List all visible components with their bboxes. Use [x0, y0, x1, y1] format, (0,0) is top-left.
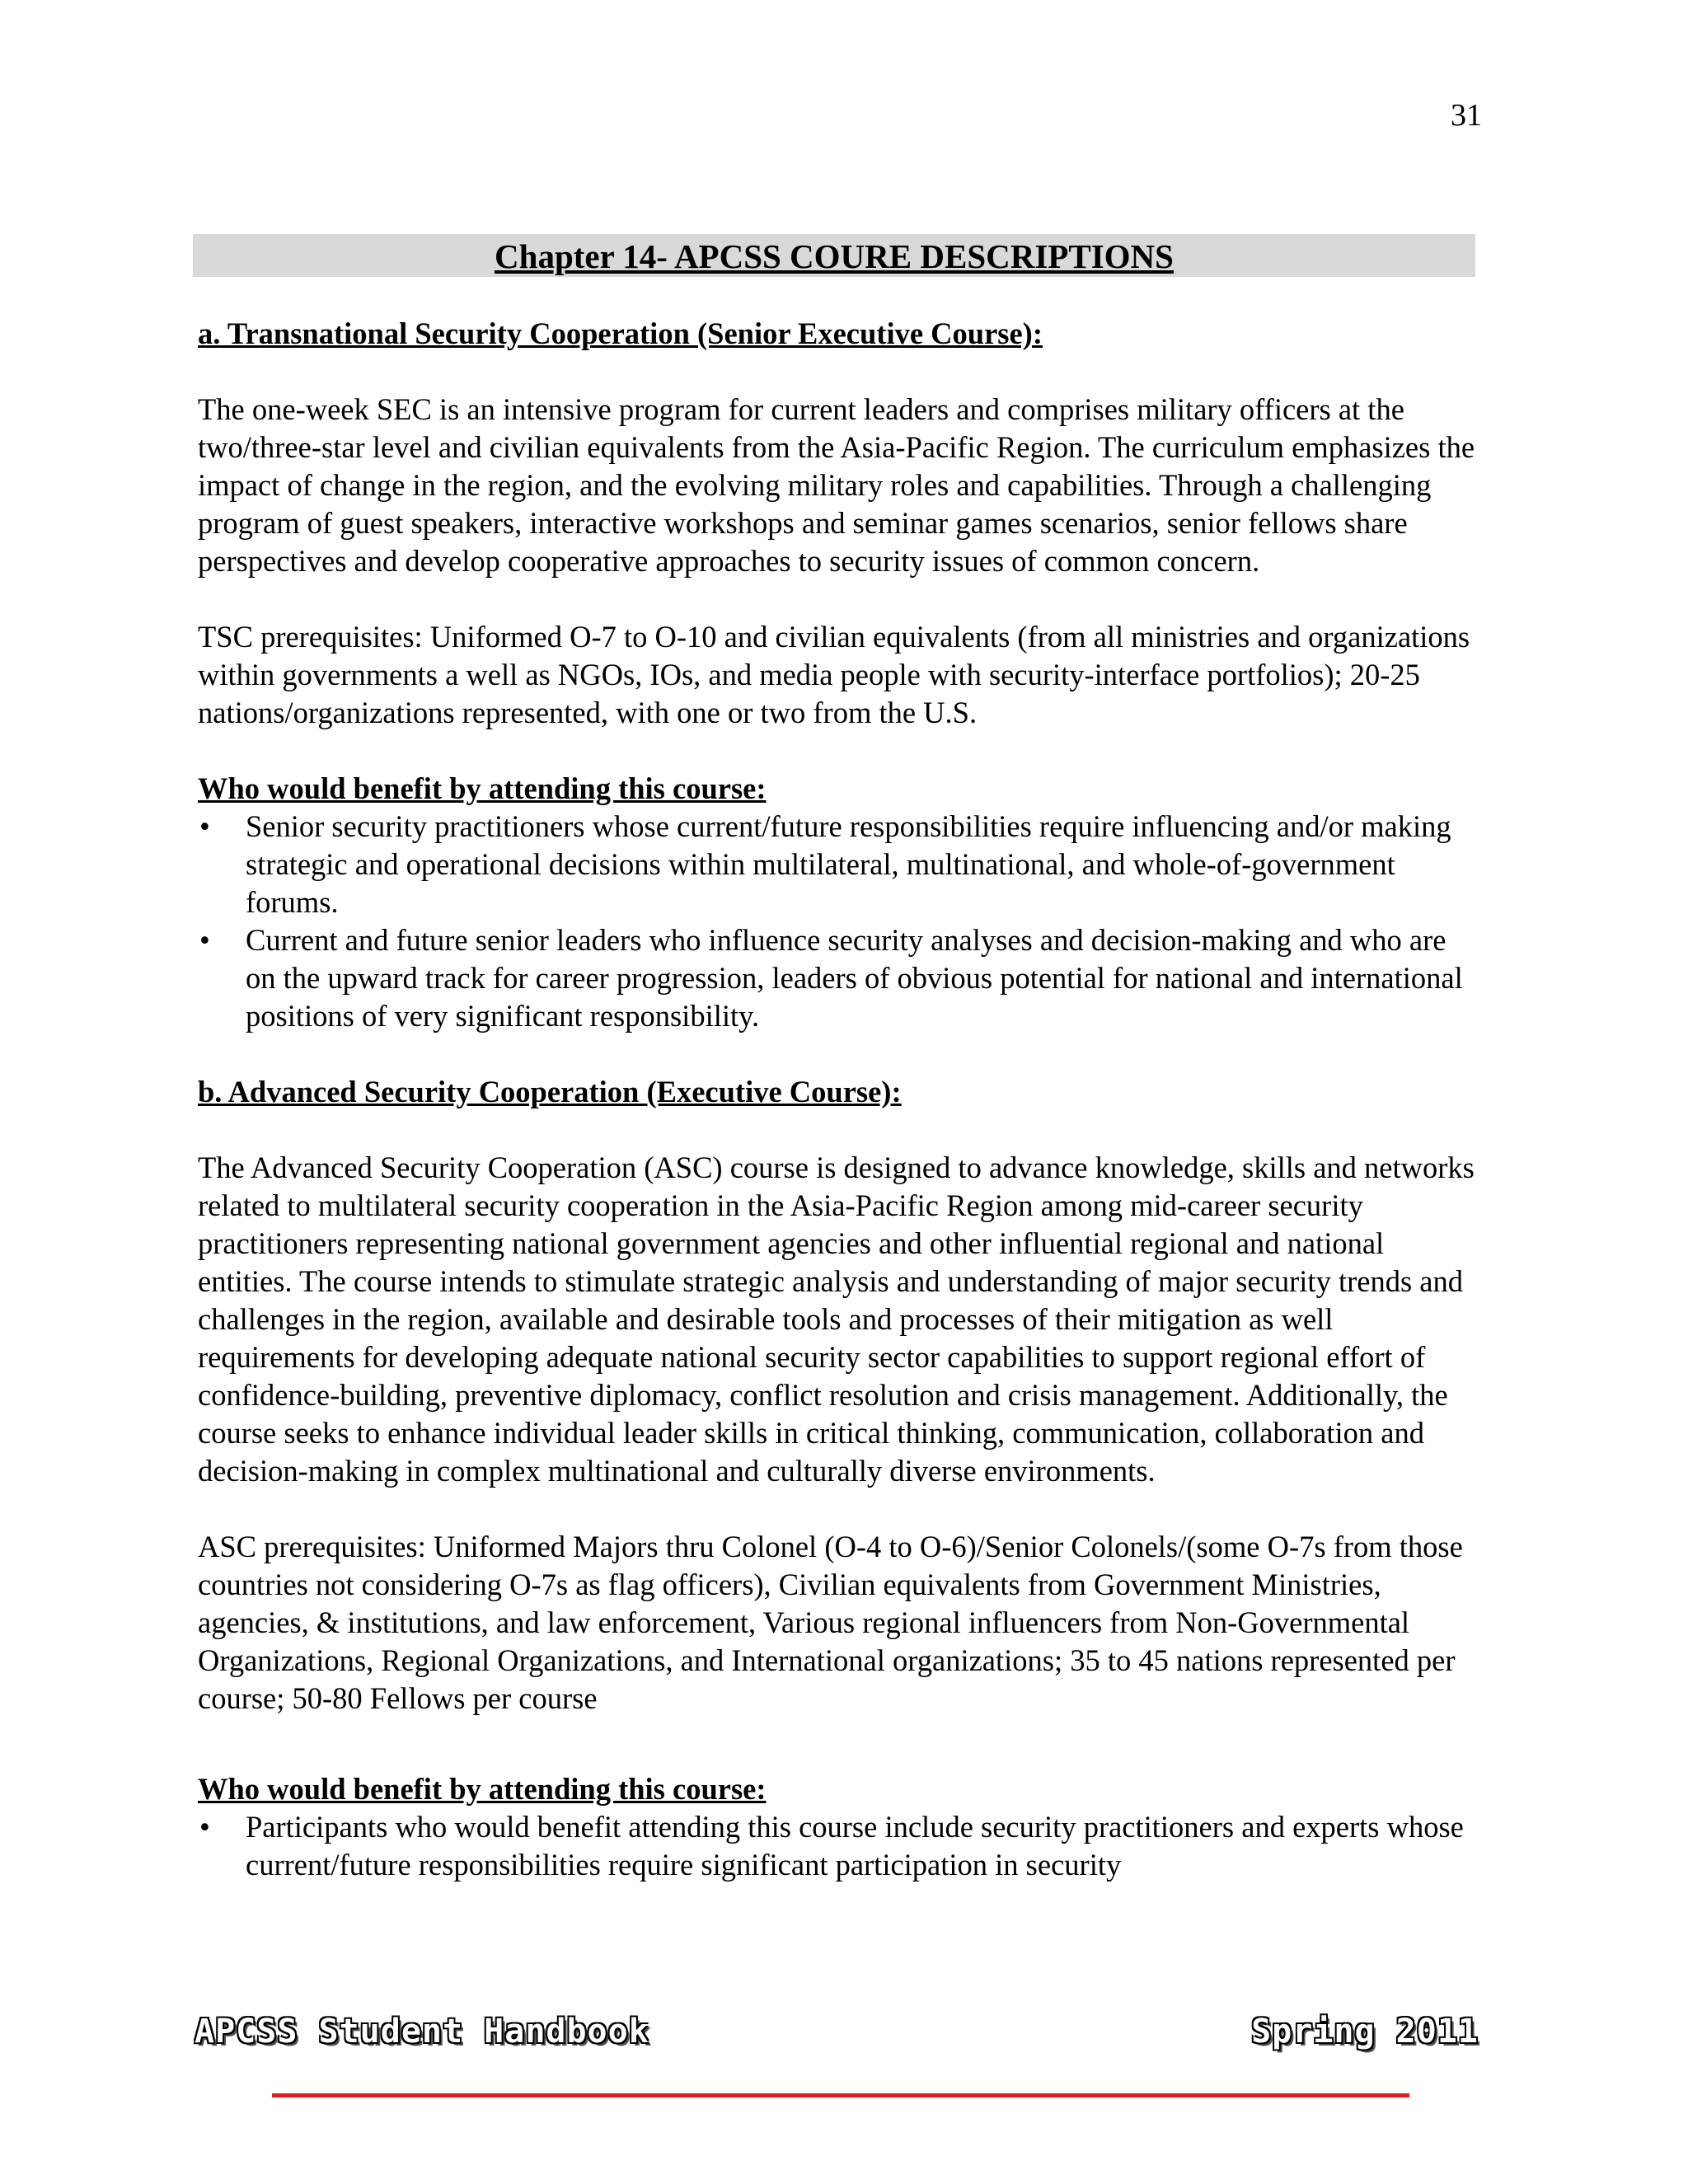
list-item: [198, 1808, 1484, 1884]
bullet-icon: •: [199, 809, 210, 843]
section-a-paragraph-2: TSC prerequisites: Uniformed O-7 to O-10 and civilian equivalents (from all ministries and organizations within governments a well as NGOs, IOs, and media people with security-interface portfolios); 20-25 nations/organizations represented, with one or two from the U.S.: [198, 620, 1470, 729]
section-a-paragraph-1: The one-week SEC is an intensive program for current leaders and comprises military officers at the two/three-star level and civilian equivalents from the Asia-Pacific Region. The curriculum emphasizes the impact of change in the region, and the evolving military roles and capabilities. Through a challenging program of guest speakers, interactive workshops and seminar games scenarios, senior fellows share perspectives and develop cooperative approaches to security issues of common concern.: [198, 392, 1475, 578]
chapter-title: Chapter 14- APCSS COURE DESCRIPTIONS: [495, 237, 1174, 275]
section-b-bullet-list: [198, 1808, 1484, 1884]
section-b-paragraph-2: ASC prerequisites: Uniformed Majors thru Colonel (O-4 to O-6)/Senior Colonels/(some O-7s from those countries not considering O-7s as flag officers), Civilian equivalents from Government Ministries, agencies, & institutions, and law enforcement, Various regional influencers from Non-Governmental Organizations, Regional Organizations, and International organizations; 35 to 45 nations represented per course; 50-80 Fellows per course: [198, 1530, 1463, 1715]
bullet-icon: •: [199, 923, 210, 957]
list-item-text: Current and future senior leaders who influence security analyses and decision-making and who are on the upward track for career progression, leaders of obvious potential for national and international positions of very significant responsibility.: [246, 923, 1463, 1033]
section-b-heading: b. Advanced Security Cooperation (Executive Course):: [198, 1075, 902, 1108]
list-item: [198, 921, 1484, 1035]
section-a-benefit-heading: Who would benefit by attending this course:: [198, 771, 767, 805]
section-b-paragraph-1: The Advanced Security Cooperation (ASC) course is designed to advance knowledge, skills and networks related to multilateral security cooperation in the Asia-Pacific Region among mid-career security practitioners representing national government agencies and other influential regional and national entities. The course intends to stimulate strategic analysis and understanding of major security trends and challenges in the region, available and desirable tools and processes of their mitigation as well requirements for developing adequate national security sector capabilities to support regional effort of confidence-building, preventive diplomacy, conflict resolution and crisis management. Additionally, the course seeks to enhance individual leader skills in critical thinking, communication, collaboration and decision-making in complex multinational and culturally diverse environments.: [198, 1151, 1475, 1488]
list-item-text: Participants who would benefit attending this course include security practitioners and experts whose current/future responsibilities require significant participation in security: [246, 1810, 1464, 1882]
list-item: [198, 808, 1484, 921]
footer-handbook-title: APCSS Student Handbook: [195, 2013, 649, 2050]
bullet-icon: •: [199, 1810, 210, 1844]
footer-divider: [272, 2093, 1409, 2097]
section-b-benefit-heading: Who would benefit by attending this course:: [198, 1772, 767, 1806]
section-a-heading: a. Transnational Security Cooperation (Senior Executive Course):: [198, 316, 1043, 350]
list-item-text: Senior security practitioners whose current/future responsibilities require influencing and/or making strategic and operational decisions within multilateral, multinational, and whole-of-government forums.: [246, 809, 1451, 919]
page-number: 31: [1451, 98, 1482, 133]
chapter-title-bar: [193, 234, 1475, 277]
footer-edition: Spring 2011: [1251, 2013, 1479, 2050]
section-a-bullet-list: [198, 808, 1484, 1035]
page-content: [198, 315, 1484, 1884]
